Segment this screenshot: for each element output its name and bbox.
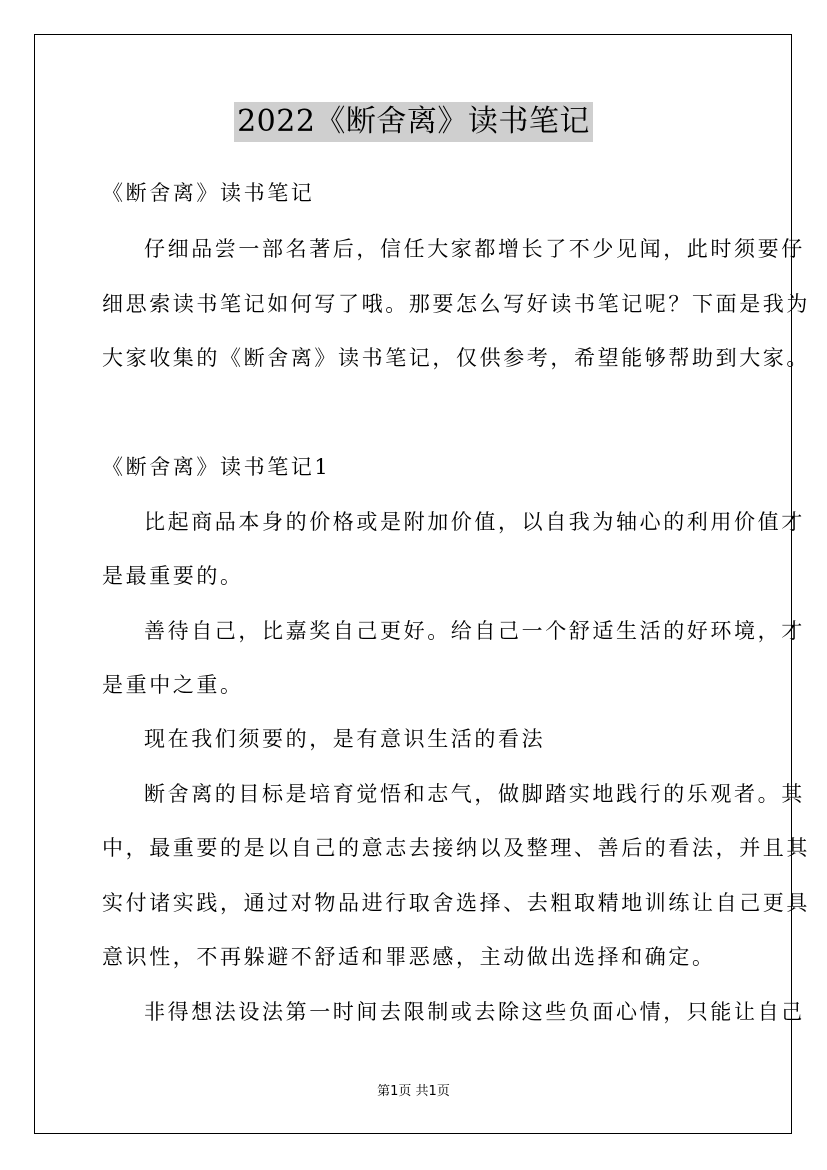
intro-paragraph-line: 细思索读书笔记如何写了哦。那要怎么写好读书笔记呢？下面是我为 bbox=[102, 292, 810, 316]
document-title: 2022《断舍离》读书笔记 bbox=[234, 102, 593, 142]
body-paragraph-line: 非得想法设法第一时间去限制或去除这些负面心情，只能让自己 bbox=[144, 1000, 805, 1024]
title-container bbox=[0, 102, 827, 142]
section-heading: 《断舍离》读书笔记 bbox=[102, 181, 315, 205]
page-number-footer: 第1页 共1页 bbox=[377, 1084, 450, 1099]
body-paragraph-line: 意识性，不再躲避不舒适和罪恶感，主动做出选择和确定。 bbox=[102, 945, 716, 969]
intro-paragraph-line: 仔细品尝一部名著后，信任大家都增长了不少见闻，此时须要仔 bbox=[144, 237, 805, 261]
body-paragraph-line: 实付诸实践，通过对物品进行取舍选择、去粗取精地训练让自己更具 bbox=[102, 891, 810, 915]
body-paragraph-line: 是重中之重。 bbox=[102, 673, 244, 697]
body-paragraph-line: 是最重要的。 bbox=[102, 564, 244, 588]
body-paragraph-line: 善待自己，比嘉奖自己更好。给自己一个舒适生活的好环境，才 bbox=[144, 619, 805, 643]
body-paragraph-line: 现在我们须要的，是有意识生活的看法 bbox=[144, 727, 546, 751]
body-paragraph-line: 中，最重要的是以自己的意志去接纳以及整理、善后的看法，并且其 bbox=[102, 836, 810, 860]
section-heading: 《断舍离》读书笔记1 bbox=[102, 455, 331, 479]
body-paragraph-line: 比起商品本身的价格或是附加价值，以自我为轴心的利用价值才 bbox=[144, 510, 805, 534]
body-paragraph-line: 断舍离的目标是培育觉悟和志气，做脚踏实地践行的乐观者。其 bbox=[144, 782, 805, 806]
intro-paragraph-line: 大家收集的《断舍离》读书笔记，仅供参考，希望能够帮助到大家。 bbox=[102, 346, 810, 370]
